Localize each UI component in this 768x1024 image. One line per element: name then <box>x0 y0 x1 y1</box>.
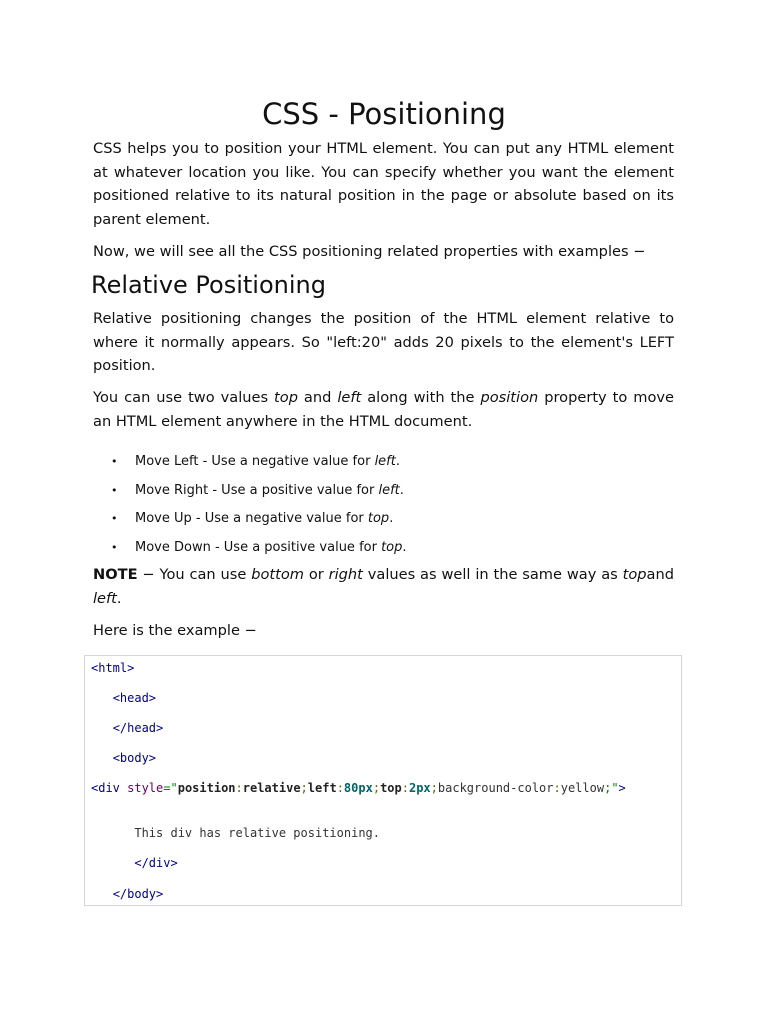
bullet-icon: • <box>111 512 118 525</box>
code-line: <body> <box>112 751 157 765</box>
code-line: </div> <box>134 856 178 870</box>
note-label: NOTE <box>93 566 138 583</box>
code-line: </head> <box>112 721 164 735</box>
code-line: <head> <box>112 691 157 705</box>
page-title: CSS - Positioning <box>262 97 506 131</box>
list-item: • Move Left - Use a negative value for left. <box>93 452 653 481</box>
code-line: This div has relative positioning. <box>134 826 380 840</box>
em-top: top <box>274 389 298 406</box>
values-paragraph: You can use two values top and left along with the position property to move an HTML element anywhere in the HTML document. <box>93 389 675 430</box>
em-position: position <box>480 389 539 406</box>
example-intro: Here is the example − <box>93 622 257 639</box>
move-list <box>93 452 653 566</box>
relative-paragraph: Relative positioning changes the position of the HTML element relative to where it normally appears. So "left:20" adds 20 pixels to the element's LEFT position. <box>93 310 674 375</box>
bullet-icon: • <box>111 540 118 554</box>
intro-paragraph: CSS helps you to position your HTML element. You can put any HTML element at whatever location you like. You can specify whether you want the element positioned relative to its natural position in the page or absolute based on its parent element. <box>93 140 674 228</box>
em-left: left <box>337 389 362 406</box>
list-item: • Move Down - Use a positive value for top. <box>93 538 653 567</box>
bullet-icon: • <box>111 483 118 497</box>
code-example-box <box>84 655 682 906</box>
bullet-icon: • <box>111 455 118 468</box>
list-item: • Move Right - Use a positive value for left. <box>93 481 653 510</box>
note-paragraph: NOTE − You can use bottom or right values as well in the same way as topand left. <box>93 566 674 607</box>
section-heading-relative: Relative Positioning <box>91 271 326 299</box>
list-item: • Move Up - Use a negative value for top. <box>93 509 653 538</box>
code-line: <html> <box>91 661 135 675</box>
code-line: <div style="position:relative;left:80px;top:2px;background-color:yellow;"> <box>91 781 626 795</box>
code-line: </body> <box>112 887 164 901</box>
intro-examples-line: Now, we will see all the CSS positioning related properties with examples − <box>93 243 646 260</box>
